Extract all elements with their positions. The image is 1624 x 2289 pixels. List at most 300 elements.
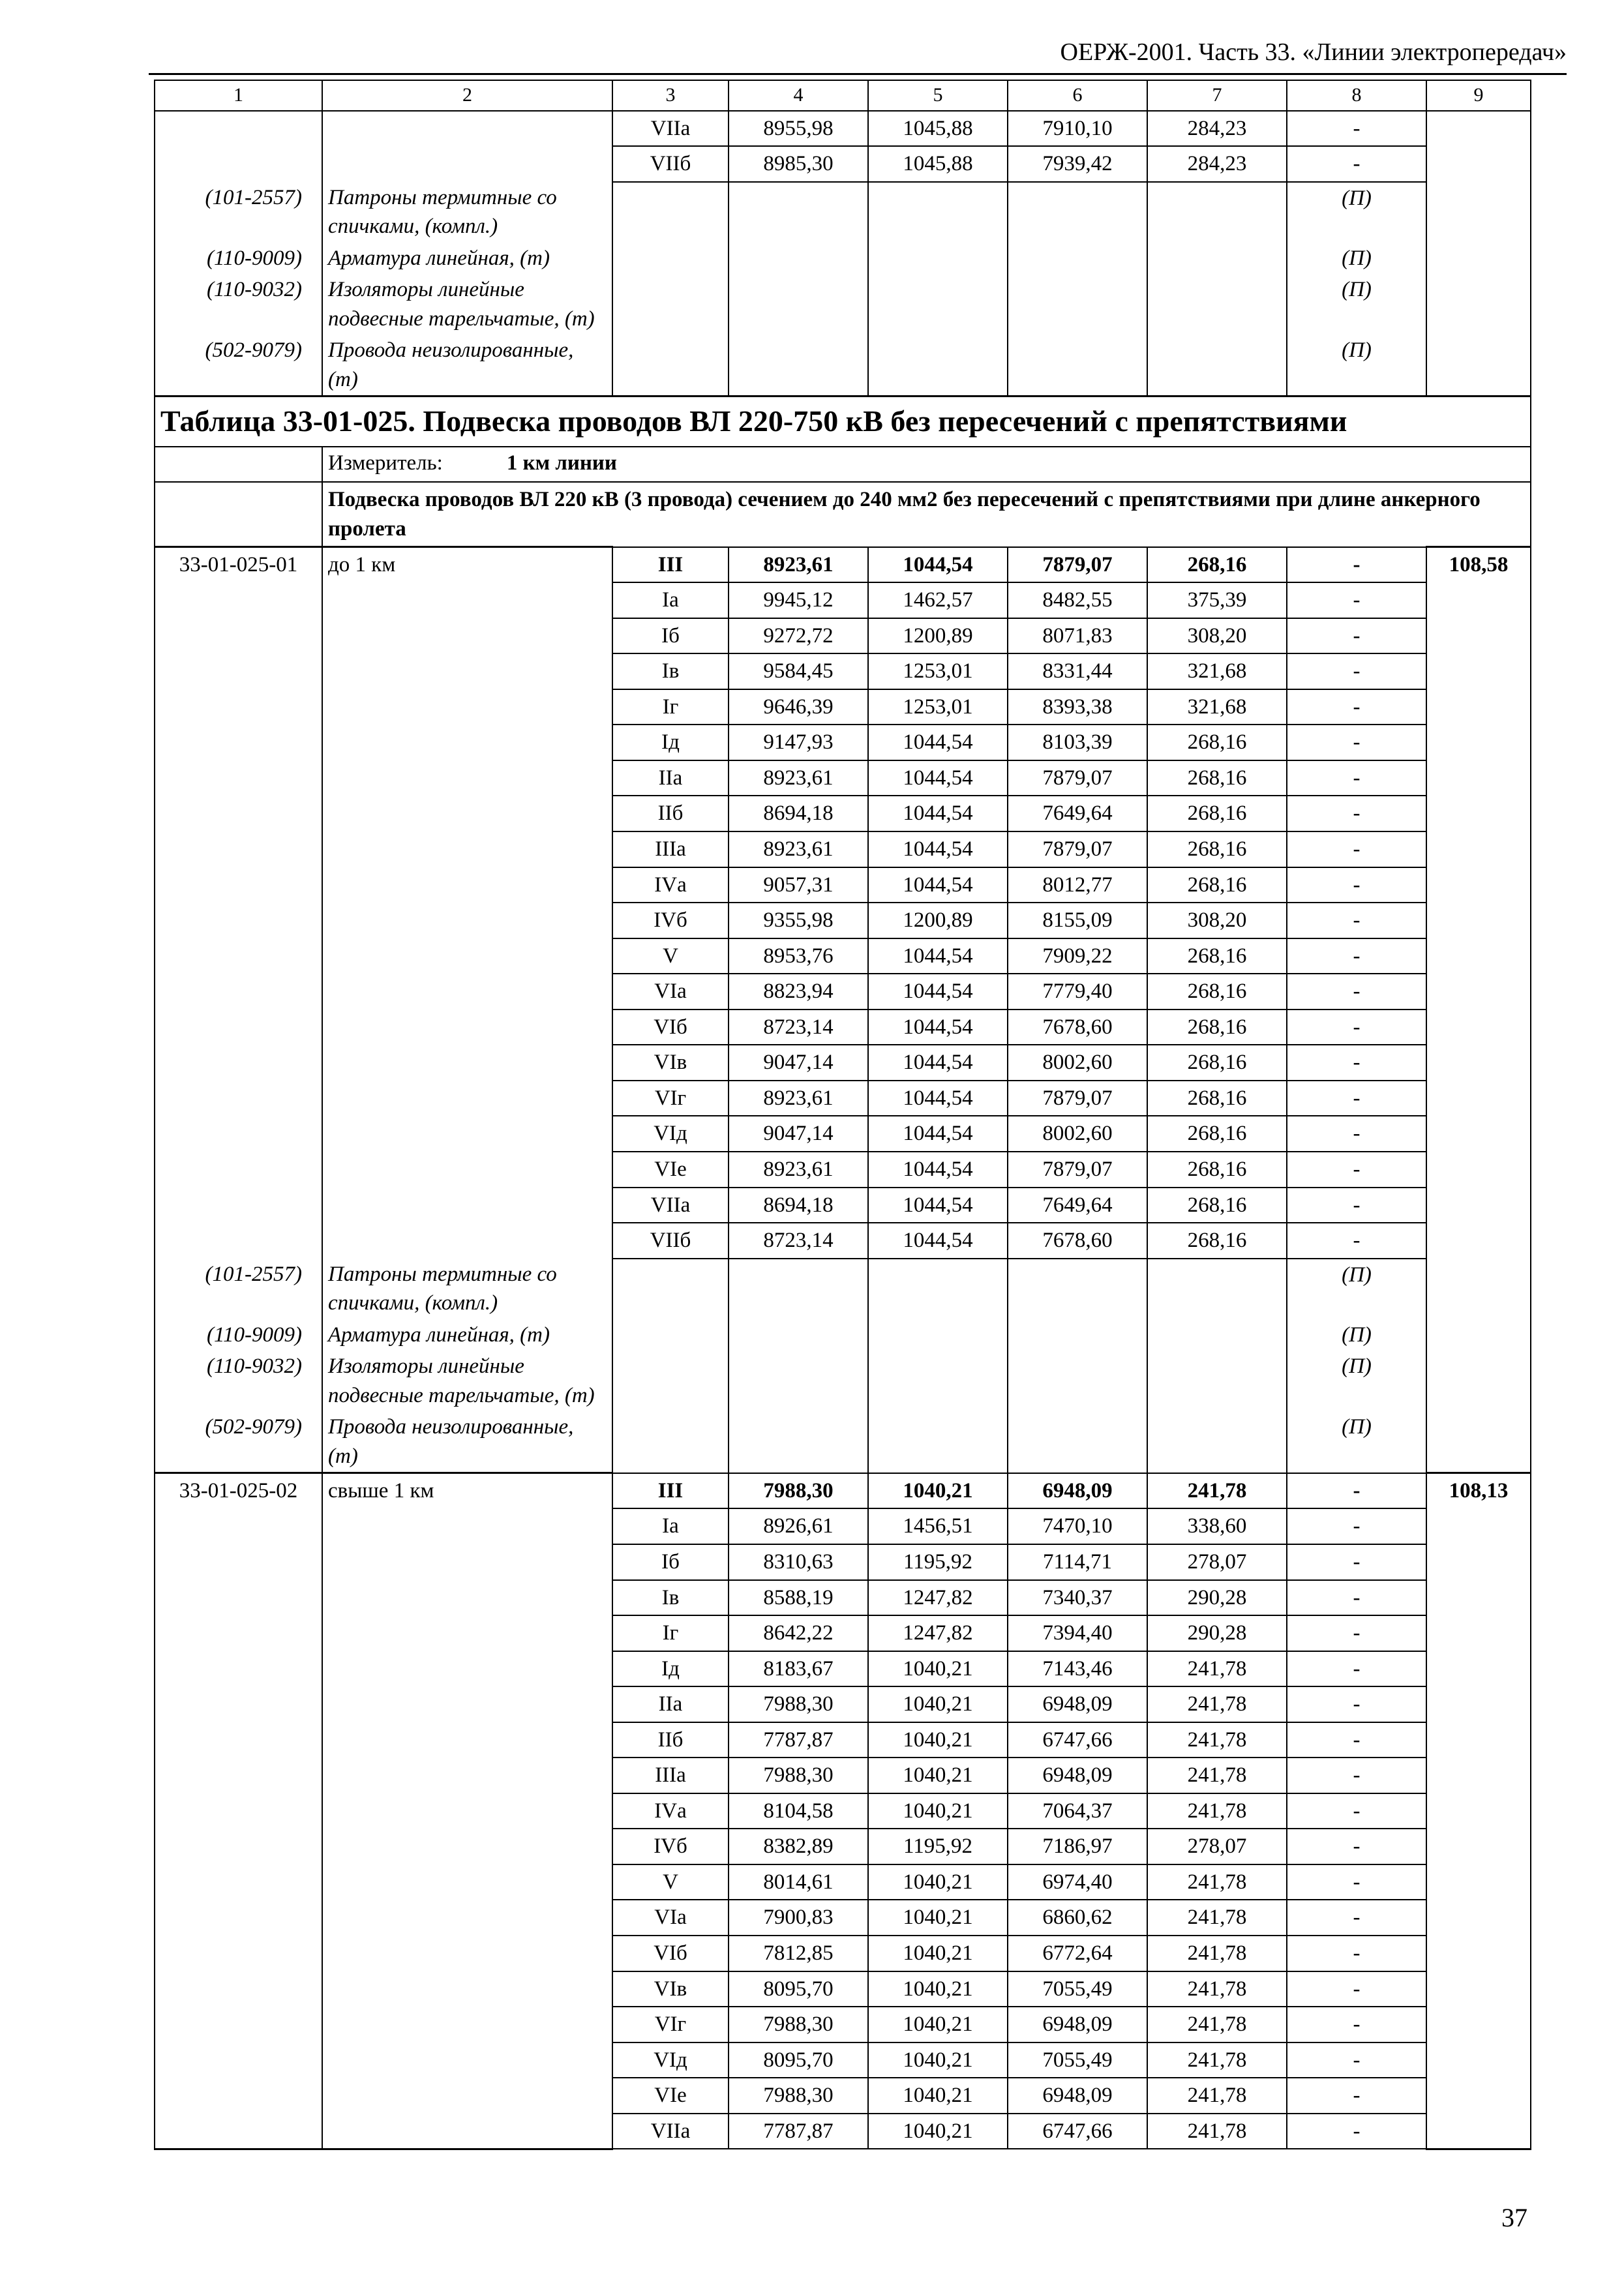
description-cell bbox=[322, 1580, 612, 1616]
table-row bbox=[155, 1651, 1531, 1687]
value-cell: 241,78 bbox=[1147, 1793, 1287, 1829]
description-cell bbox=[322, 1615, 612, 1651]
table-row bbox=[155, 2042, 1531, 2078]
table-row bbox=[155, 831, 1531, 867]
empty-cell bbox=[1426, 182, 1531, 243]
value-cell: 241,78 bbox=[1147, 1971, 1287, 2007]
table-row bbox=[155, 1223, 1531, 1259]
page-number: 37 bbox=[1501, 2203, 1527, 2232]
value-cell: 1044,54 bbox=[868, 760, 1008, 796]
value-cell: 7988,30 bbox=[729, 1686, 868, 1722]
code-cell bbox=[155, 653, 322, 689]
description-cell bbox=[322, 1188, 612, 1223]
value-cell: 8104,58 bbox=[729, 1793, 868, 1829]
value-cell: 7988,30 bbox=[729, 1758, 868, 1793]
labor-cell bbox=[1426, 2042, 1531, 2078]
table-row bbox=[155, 1971, 1531, 2007]
material-row bbox=[155, 335, 1531, 396]
value-cell: - bbox=[1287, 1473, 1426, 1509]
description-cell bbox=[322, 1116, 612, 1152]
code-cell: 33-01-025-02 bbox=[155, 1473, 322, 1509]
value-cell: 241,78 bbox=[1147, 1722, 1287, 1758]
value-cell: - bbox=[1287, 653, 1426, 689]
column-number: 1 bbox=[155, 80, 322, 111]
value-cell: 7988,30 bbox=[729, 1473, 868, 1509]
value-cell: VIIа bbox=[612, 1188, 729, 1223]
material-name: Провода неизолированные, (т) bbox=[322, 335, 612, 396]
value-cell: 1040,21 bbox=[868, 2007, 1008, 2042]
value-cell: - bbox=[1287, 725, 1426, 760]
table-row bbox=[155, 547, 1531, 583]
value-cell: 8723,14 bbox=[729, 1010, 868, 1045]
code-cell bbox=[155, 1651, 322, 1687]
labor-cell bbox=[1426, 1508, 1531, 1544]
value-cell: VIа bbox=[612, 974, 729, 1010]
table-row bbox=[155, 1864, 1531, 1900]
value-cell: 8095,70 bbox=[729, 2042, 868, 2078]
value-cell: 1044,54 bbox=[868, 796, 1008, 831]
value-cell: - bbox=[1287, 1722, 1426, 1758]
value-cell: 7114,71 bbox=[1008, 1544, 1147, 1580]
value-cell: VIв bbox=[612, 1045, 729, 1081]
code-cell bbox=[155, 796, 322, 831]
labor-cell bbox=[1426, 1010, 1531, 1045]
value-cell: 1044,54 bbox=[868, 867, 1008, 903]
value-cell: 7186,97 bbox=[1008, 1829, 1147, 1864]
value-cell: - bbox=[1287, 146, 1426, 182]
description-cell bbox=[322, 2078, 612, 2114]
column-number: 2 bbox=[322, 80, 612, 111]
table-row bbox=[155, 725, 1531, 760]
labor-cell bbox=[1426, 2114, 1531, 2149]
measure-cell bbox=[322, 447, 1531, 483]
value-cell: 6860,62 bbox=[1008, 1900, 1147, 1936]
description-cell: свыше 1 км bbox=[322, 1473, 612, 1509]
code-cell bbox=[155, 725, 322, 760]
value-cell: Iа bbox=[612, 1508, 729, 1544]
value-cell: 9272,72 bbox=[729, 618, 868, 654]
code-cell bbox=[155, 1081, 322, 1116]
empty-cell bbox=[612, 243, 729, 275]
value-cell: IIа bbox=[612, 1686, 729, 1722]
value-cell: 9047,14 bbox=[729, 1116, 868, 1152]
empty-cell bbox=[1426, 1351, 1531, 1411]
code-cell bbox=[155, 974, 322, 1010]
subtitle-row bbox=[155, 482, 1531, 547]
value-cell: - bbox=[1287, 1686, 1426, 1722]
empty-cell bbox=[612, 274, 729, 335]
value-cell: 1044,54 bbox=[868, 547, 1008, 583]
value-cell: 8723,14 bbox=[729, 1223, 868, 1259]
value-cell: 1195,92 bbox=[868, 1829, 1008, 1864]
value-cell: VIб bbox=[612, 1010, 729, 1045]
value-cell: - bbox=[1287, 1223, 1426, 1259]
value-cell: VIд bbox=[612, 1116, 729, 1152]
value-cell: 1045,88 bbox=[868, 146, 1008, 182]
empty-cell bbox=[1147, 335, 1287, 396]
value-cell: 1040,21 bbox=[868, 1936, 1008, 1971]
material-row bbox=[155, 274, 1531, 335]
table-row bbox=[155, 1936, 1531, 1971]
value-cell: - bbox=[1287, 760, 1426, 796]
value-cell: 8642,22 bbox=[729, 1615, 868, 1651]
code-cell bbox=[155, 1900, 322, 1936]
code-cell bbox=[155, 938, 322, 974]
value-cell: - bbox=[1287, 1045, 1426, 1081]
table-row bbox=[155, 1900, 1531, 1936]
table-row bbox=[155, 689, 1531, 725]
material-name: Арматура линейная, (т) bbox=[322, 243, 612, 275]
code-cell bbox=[155, 2114, 322, 2149]
value-cell: - bbox=[1287, 867, 1426, 903]
empty-cell bbox=[1008, 335, 1147, 396]
description-cell bbox=[322, 1010, 612, 1045]
running-header: ОЕРЖ-2001. Часть 33. «Линии электропередач» bbox=[1060, 38, 1567, 66]
value-cell: - bbox=[1287, 2042, 1426, 2078]
empty-cell bbox=[868, 335, 1008, 396]
empty-cell bbox=[612, 1319, 729, 1351]
value-cell: 8095,70 bbox=[729, 1971, 868, 2007]
material-mark: (П) bbox=[1287, 1351, 1426, 1411]
table-row bbox=[155, 974, 1531, 1010]
labor-cell bbox=[1426, 1829, 1531, 1864]
value-cell: VIд bbox=[612, 2042, 729, 2078]
labor-cell: 108,13 bbox=[1426, 1473, 1531, 1509]
value-cell: 268,16 bbox=[1147, 1188, 1287, 1223]
column-number: 8 bbox=[1287, 80, 1426, 111]
value-cell: 7340,37 bbox=[1008, 1580, 1147, 1616]
value-cell: 7879,07 bbox=[1008, 1081, 1147, 1116]
code-cell bbox=[155, 1116, 322, 1152]
value-cell: 7649,64 bbox=[1008, 796, 1147, 831]
value-cell: 284,23 bbox=[1147, 111, 1287, 147]
value-cell: V bbox=[612, 938, 729, 974]
value-cell: 1040,21 bbox=[868, 2042, 1008, 2078]
labor-cell bbox=[1426, 1188, 1531, 1223]
empty-cell bbox=[868, 1411, 1008, 1473]
description-cell bbox=[322, 1544, 612, 1580]
material-code: (101-2557) bbox=[155, 182, 322, 243]
value-cell: - bbox=[1287, 1508, 1426, 1544]
value-cell: 1040,21 bbox=[868, 2114, 1008, 2149]
empty-cell bbox=[1147, 243, 1287, 275]
value-cell: 8002,60 bbox=[1008, 1045, 1147, 1081]
value-cell: 268,16 bbox=[1147, 1116, 1287, 1152]
header-rule bbox=[149, 73, 1567, 75]
value-cell: 241,78 bbox=[1147, 1651, 1287, 1687]
labor-cell bbox=[1426, 1758, 1531, 1793]
table-row bbox=[155, 1615, 1531, 1651]
table-row bbox=[155, 1473, 1531, 1509]
empty-cell bbox=[612, 1411, 729, 1473]
value-cell: - bbox=[1287, 2078, 1426, 2114]
value-cell: 268,16 bbox=[1147, 1081, 1287, 1116]
value-cell: 1044,54 bbox=[868, 725, 1008, 760]
value-cell: 8694,18 bbox=[729, 1188, 868, 1223]
value-cell: 290,28 bbox=[1147, 1580, 1287, 1616]
table-row bbox=[155, 1188, 1531, 1223]
value-cell: 241,78 bbox=[1147, 1936, 1287, 1971]
value-cell: VIе bbox=[612, 2078, 729, 2114]
value-cell: III bbox=[612, 547, 729, 583]
value-cell: - bbox=[1287, 111, 1426, 147]
description-cell bbox=[322, 1045, 612, 1081]
table-title: Таблица 33-01-025. Подвеска проводов ВЛ 220-750 кВ без пересечений с препятствиями bbox=[155, 396, 1531, 447]
value-cell: 1200,89 bbox=[868, 618, 1008, 654]
empty-cell bbox=[1008, 243, 1147, 275]
empty-cell bbox=[1147, 1351, 1287, 1411]
empty-cell bbox=[612, 182, 729, 243]
value-cell: 268,16 bbox=[1147, 1152, 1287, 1188]
description-cell bbox=[322, 1722, 612, 1758]
value-cell: 7143,46 bbox=[1008, 1651, 1147, 1687]
material-row bbox=[155, 1319, 1531, 1351]
table-row bbox=[155, 1544, 1531, 1580]
value-cell: - bbox=[1287, 547, 1426, 583]
labor-cell bbox=[1426, 1971, 1531, 2007]
material-row bbox=[155, 182, 1531, 243]
empty-cell bbox=[612, 335, 729, 396]
value-cell: 241,78 bbox=[1147, 1864, 1287, 1900]
value-cell: - bbox=[1287, 938, 1426, 974]
material-name: Арматура линейная, (т) bbox=[322, 1319, 612, 1351]
empty-cell bbox=[729, 274, 868, 335]
labor-cell bbox=[1426, 760, 1531, 796]
labor-cell bbox=[1426, 938, 1531, 974]
material-row bbox=[155, 243, 1531, 275]
value-cell: 278,07 bbox=[1147, 1544, 1287, 1580]
code-cell bbox=[155, 689, 322, 725]
empty-cell bbox=[1008, 182, 1147, 243]
value-cell: 7678,60 bbox=[1008, 1223, 1147, 1259]
code-cell bbox=[155, 1544, 322, 1580]
value-cell: IIб bbox=[612, 796, 729, 831]
rates-table bbox=[154, 80, 1531, 2150]
code-cell bbox=[155, 831, 322, 867]
value-cell: 8310,63 bbox=[729, 1544, 868, 1580]
description-cell bbox=[322, 2042, 612, 2078]
code-cell bbox=[155, 760, 322, 796]
code-cell bbox=[155, 867, 322, 903]
measure-value: 1 км линии bbox=[506, 451, 617, 475]
description-cell bbox=[322, 1651, 612, 1687]
description-cell bbox=[322, 831, 612, 867]
value-cell: VIIа bbox=[612, 111, 729, 147]
empty-cell bbox=[868, 274, 1008, 335]
material-row bbox=[155, 1351, 1531, 1411]
code-cell bbox=[155, 1758, 322, 1793]
value-cell: Iв bbox=[612, 1580, 729, 1616]
value-cell: 1247,82 bbox=[868, 1580, 1008, 1616]
value-cell: 1253,01 bbox=[868, 689, 1008, 725]
code-cell bbox=[155, 2007, 322, 2042]
labor-cell bbox=[1426, 618, 1531, 654]
labor-cell bbox=[1426, 1864, 1531, 1900]
value-cell: 6948,09 bbox=[1008, 1758, 1147, 1793]
labor-cell bbox=[1426, 1223, 1531, 1259]
table-row bbox=[155, 2078, 1531, 2114]
value-cell: V bbox=[612, 1864, 729, 1900]
labor-cell bbox=[1426, 867, 1531, 903]
value-cell: 1044,54 bbox=[868, 1081, 1008, 1116]
description-cell bbox=[322, 725, 612, 760]
value-cell: 268,16 bbox=[1147, 1010, 1287, 1045]
table-row bbox=[155, 1081, 1531, 1116]
code-cell bbox=[155, 1936, 322, 1971]
empty-cell bbox=[155, 447, 322, 483]
labor-cell bbox=[1426, 1615, 1531, 1651]
description-cell bbox=[322, 867, 612, 903]
table-row bbox=[155, 1045, 1531, 1081]
value-cell: 7812,85 bbox=[729, 1936, 868, 1971]
value-cell: 1195,92 bbox=[868, 1544, 1008, 1580]
empty-cell bbox=[729, 182, 868, 243]
value-cell: 7939,42 bbox=[1008, 146, 1147, 182]
value-cell: - bbox=[1287, 974, 1426, 1010]
code-cell bbox=[155, 618, 322, 654]
value-cell: IVа bbox=[612, 1793, 729, 1829]
column-number: 7 bbox=[1147, 80, 1287, 111]
value-cell: 7900,83 bbox=[729, 1900, 868, 1936]
value-cell: - bbox=[1287, 1936, 1426, 1971]
empty-cell bbox=[612, 1259, 729, 1319]
value-cell: 7394,40 bbox=[1008, 1615, 1147, 1651]
value-cell: IVб bbox=[612, 903, 729, 938]
labor-cell bbox=[1426, 1722, 1531, 1758]
labor-cell bbox=[1426, 1081, 1531, 1116]
empty-cell bbox=[1147, 1259, 1287, 1319]
empty-cell bbox=[1008, 1351, 1147, 1411]
value-cell: 338,60 bbox=[1147, 1508, 1287, 1544]
code-cell bbox=[155, 1010, 322, 1045]
value-cell: 8103,39 bbox=[1008, 725, 1147, 760]
value-cell: 375,39 bbox=[1147, 582, 1287, 618]
value-cell: 8382,89 bbox=[729, 1829, 868, 1864]
empty-cell bbox=[1426, 243, 1531, 275]
value-cell: Iб bbox=[612, 618, 729, 654]
value-cell: 6772,64 bbox=[1008, 1936, 1147, 1971]
material-row bbox=[155, 1411, 1531, 1473]
value-cell: 321,68 bbox=[1147, 689, 1287, 725]
value-cell: 6948,09 bbox=[1008, 1473, 1147, 1509]
table-row bbox=[155, 1722, 1531, 1758]
value-cell: 1040,21 bbox=[868, 1971, 1008, 2007]
value-cell: - bbox=[1287, 1900, 1426, 1936]
table-row bbox=[155, 1152, 1531, 1188]
value-cell: 7055,49 bbox=[1008, 1971, 1147, 2007]
description-cell bbox=[322, 111, 612, 147]
value-cell: 268,16 bbox=[1147, 974, 1287, 1010]
value-cell: 9147,93 bbox=[729, 725, 868, 760]
value-cell: 8923,61 bbox=[729, 760, 868, 796]
value-cell: 1040,21 bbox=[868, 2078, 1008, 2114]
value-cell: IVа bbox=[612, 867, 729, 903]
value-cell: Iг bbox=[612, 1615, 729, 1651]
value-cell: 8694,18 bbox=[729, 796, 868, 831]
value-cell: IIб bbox=[612, 1722, 729, 1758]
description-cell bbox=[322, 938, 612, 974]
value-cell: 1044,54 bbox=[868, 1152, 1008, 1188]
value-cell: Iд bbox=[612, 1651, 729, 1687]
value-cell: 7787,87 bbox=[729, 2114, 868, 2149]
table-row bbox=[155, 1758, 1531, 1793]
value-cell: - bbox=[1287, 1544, 1426, 1580]
empty-cell bbox=[729, 1259, 868, 1319]
code-cell bbox=[155, 582, 322, 618]
labor-cell bbox=[1426, 1900, 1531, 1936]
value-cell: 7910,10 bbox=[1008, 111, 1147, 147]
measure-row bbox=[155, 447, 1531, 483]
empty-cell bbox=[155, 482, 322, 547]
value-cell: 241,78 bbox=[1147, 2114, 1287, 2149]
value-cell: 8588,19 bbox=[729, 1580, 868, 1616]
value-cell: 268,16 bbox=[1147, 938, 1287, 974]
code-cell bbox=[155, 1580, 322, 1616]
section-subtitle: Подвеска проводов ВЛ 220 кВ (3 провода) сечением до 240 мм2 без пересечений с препятствиями при длине анкерного пролета bbox=[322, 482, 1531, 547]
value-cell: VIе bbox=[612, 1152, 729, 1188]
empty-cell bbox=[1008, 1319, 1147, 1351]
value-cell: 1040,21 bbox=[868, 1864, 1008, 1900]
value-cell: 308,20 bbox=[1147, 903, 1287, 938]
table-row bbox=[155, 1508, 1531, 1544]
column-number: 6 bbox=[1008, 80, 1147, 111]
description-cell bbox=[322, 1971, 612, 2007]
value-cell: 8953,76 bbox=[729, 938, 868, 974]
value-cell: - bbox=[1287, 1116, 1426, 1152]
empty-cell bbox=[1426, 335, 1531, 396]
material-mark: (П) bbox=[1287, 243, 1426, 275]
labor-cell bbox=[1426, 111, 1531, 147]
value-cell: 241,78 bbox=[1147, 1686, 1287, 1722]
value-cell: - bbox=[1287, 903, 1426, 938]
value-cell: 8823,94 bbox=[729, 974, 868, 1010]
value-cell: 1045,88 bbox=[868, 111, 1008, 147]
value-cell: 7064,37 bbox=[1008, 1793, 1147, 1829]
column-number: 3 bbox=[612, 80, 729, 111]
value-cell: 1040,21 bbox=[868, 1793, 1008, 1829]
value-cell: 8183,67 bbox=[729, 1651, 868, 1687]
value-cell: 7649,64 bbox=[1008, 1188, 1147, 1223]
value-cell: 9945,12 bbox=[729, 582, 868, 618]
value-cell: VIа bbox=[612, 1900, 729, 1936]
value-cell: 278,07 bbox=[1147, 1829, 1287, 1864]
value-cell: 1044,54 bbox=[868, 831, 1008, 867]
description-cell bbox=[322, 689, 612, 725]
table-row bbox=[155, 903, 1531, 938]
labor-cell bbox=[1426, 1580, 1531, 1616]
value-cell: 7988,30 bbox=[729, 2078, 868, 2114]
table-row bbox=[155, 618, 1531, 654]
labor-cell bbox=[1426, 903, 1531, 938]
value-cell: 7879,07 bbox=[1008, 547, 1147, 583]
table-row bbox=[155, 1010, 1531, 1045]
empty-cell bbox=[868, 1351, 1008, 1411]
table-row bbox=[155, 796, 1531, 831]
value-cell: VIIб bbox=[612, 1223, 729, 1259]
description-cell bbox=[322, 1829, 612, 1864]
code-cell: 33-01-025-01 bbox=[155, 547, 322, 583]
value-cell: 6948,09 bbox=[1008, 2078, 1147, 2114]
labor-cell bbox=[1426, 1793, 1531, 1829]
column-number: 5 bbox=[868, 80, 1008, 111]
value-cell: IIIа bbox=[612, 831, 729, 867]
code-cell bbox=[155, 1686, 322, 1722]
empty-cell bbox=[1426, 274, 1531, 335]
value-cell: 1044,54 bbox=[868, 1010, 1008, 1045]
value-cell: 1040,21 bbox=[868, 1900, 1008, 1936]
value-cell: 268,16 bbox=[1147, 796, 1287, 831]
value-cell: - bbox=[1287, 2114, 1426, 2149]
